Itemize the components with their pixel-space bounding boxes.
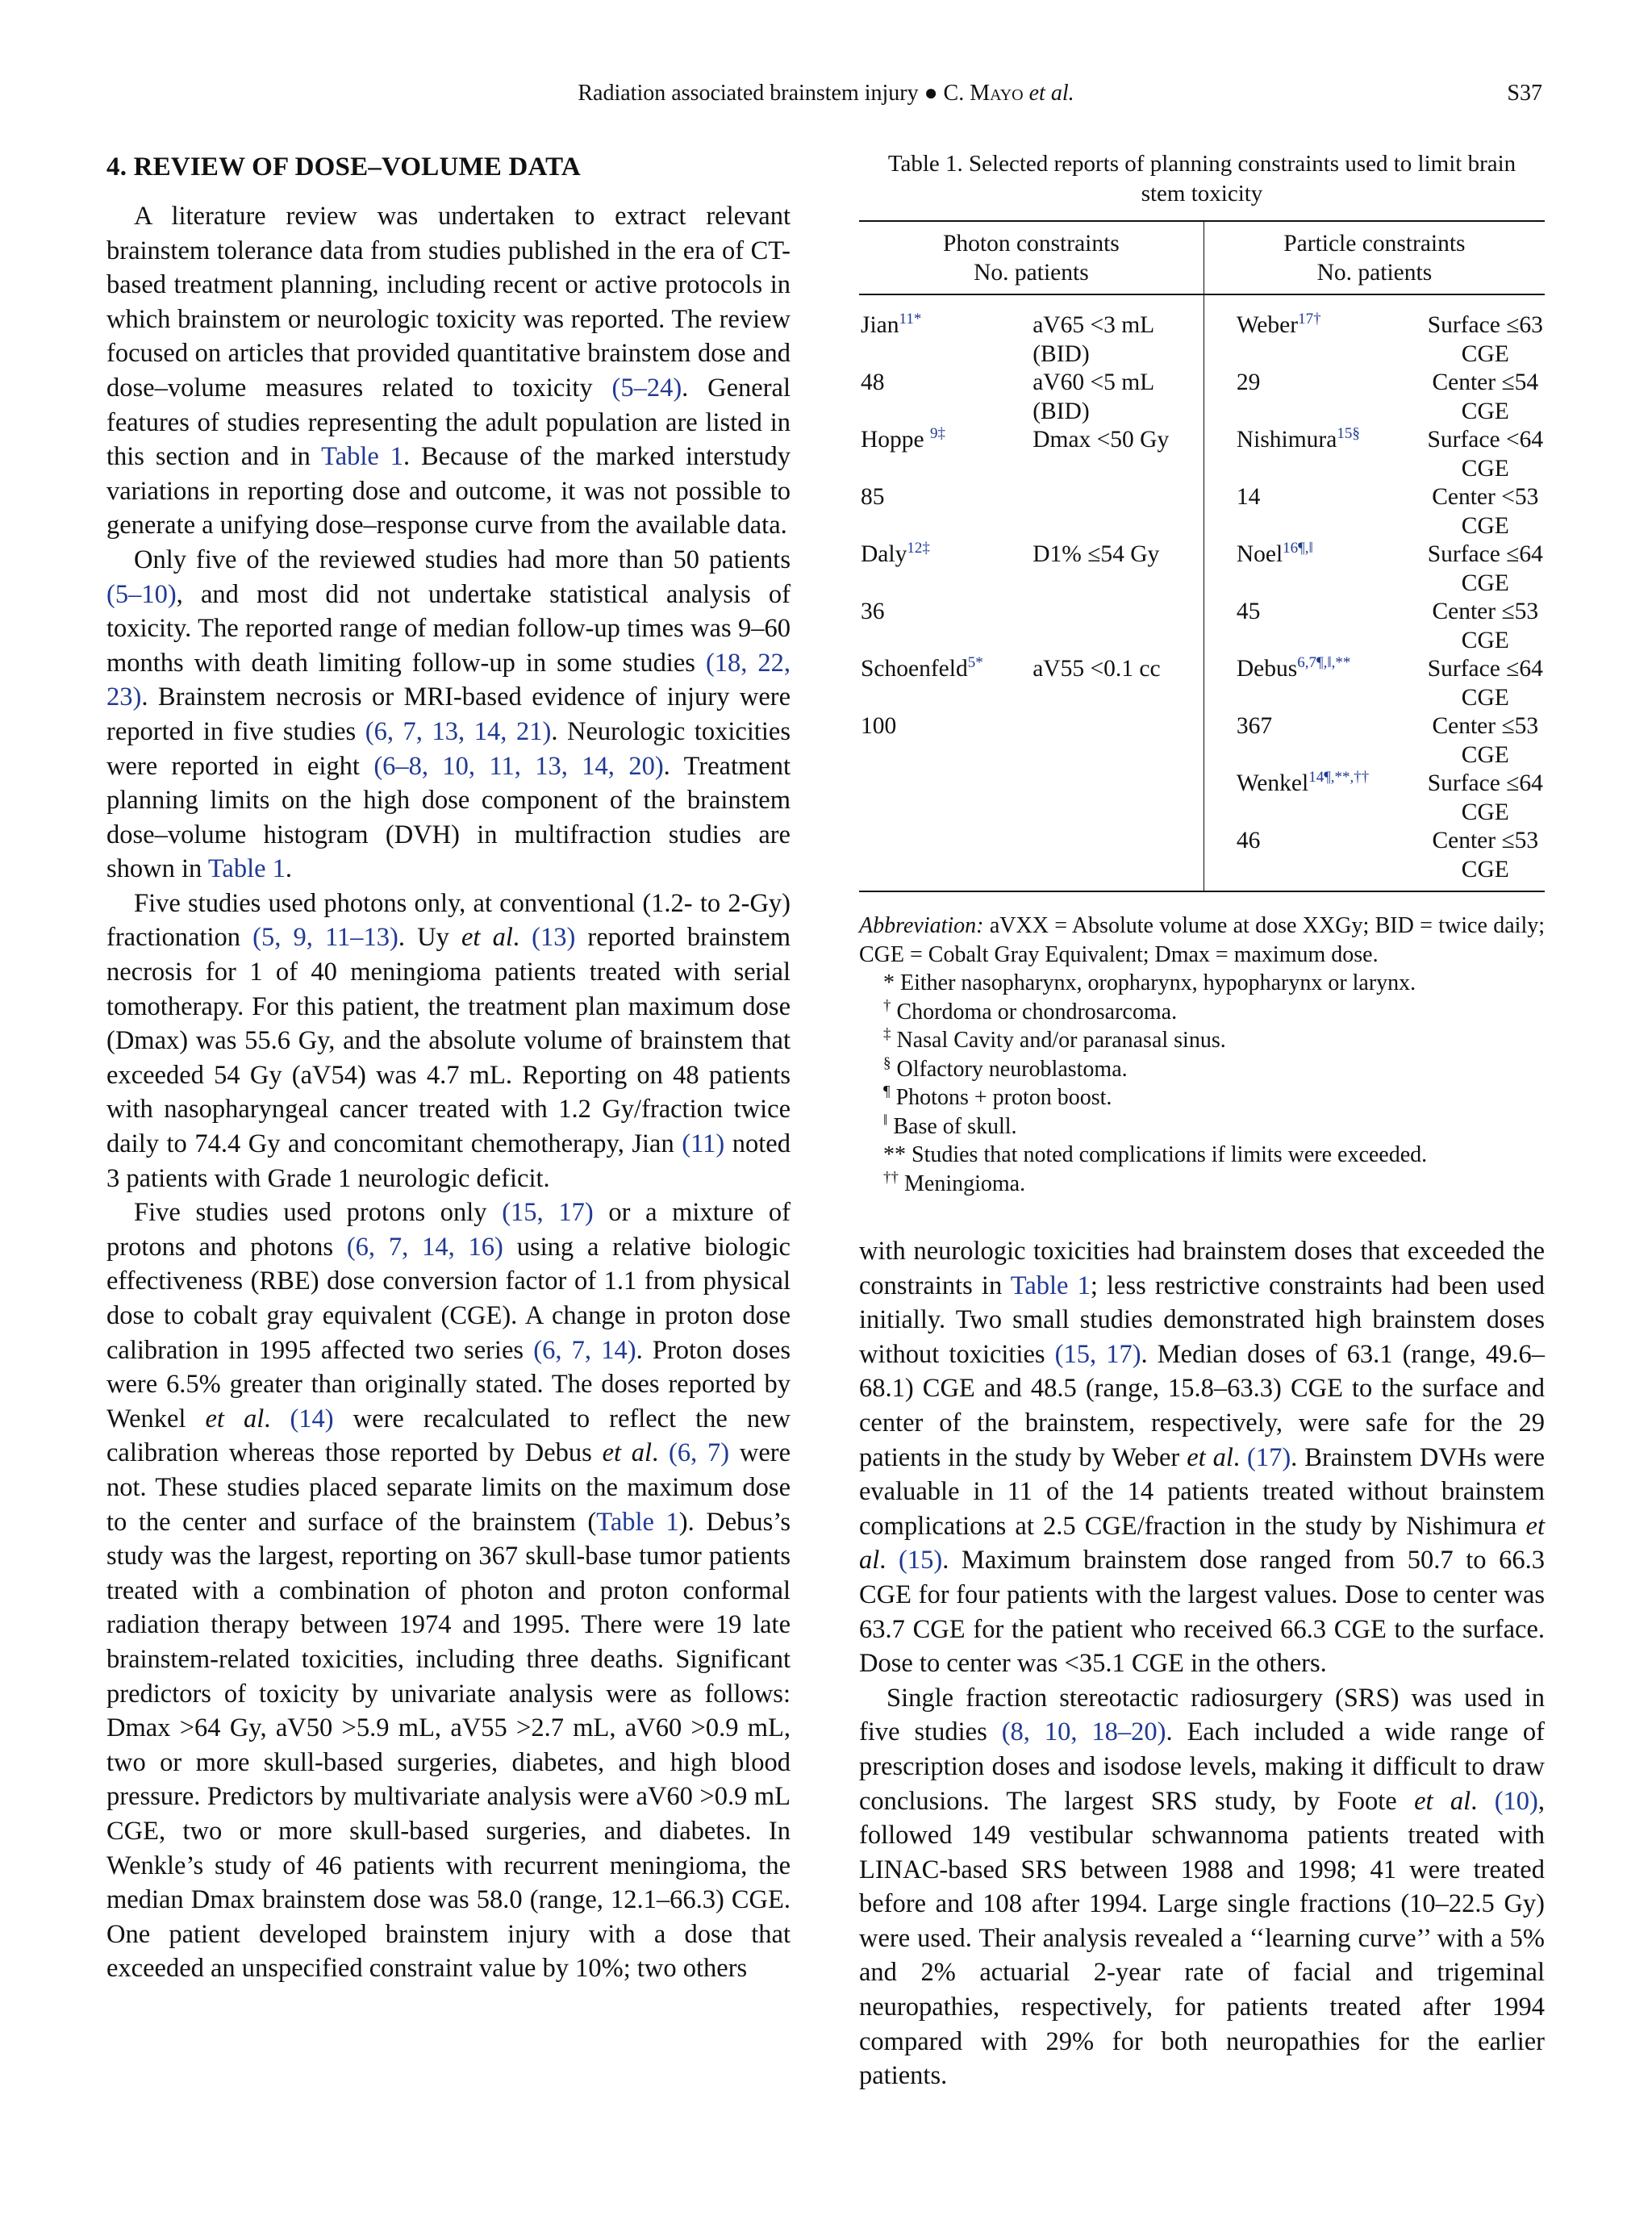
- paragraph: Single fraction stereotactic radiosurgery (SRS) was used in five studies (8, 10, 18–20). Each included a wide range of prescription doses and isodose levels, making it difficult to draw conclusions. The largest SRS study, by Foote et al. (10), followed 149 vestibular schwannoma patients treated with LINAC-based SRS between 1988 and 1998; 41 were treated before and 108 after 1994. Large single fractions (10–22.5 Gy) were used. Their analysis revealed a ‘‘learning curve’’ with a 5% and 2% actuarial 2-year rate of facial and trigeminal neuropathies, respectively, for patients treated after 1994 compared with 29% for both neuropathies for the earlier patients.: [859, 1683, 1545, 2091]
- citation-link[interactable]: (13): [532, 923, 576, 953]
- table-cell: Wenkel$^{14\P,**,\dagger\dagger}$: [1236, 769, 1370, 796]
- table-cell: Dmax <50 Gy: [1032, 426, 1204, 483]
- citation-link[interactable]: (15, 17): [1054, 1339, 1141, 1369]
- table-cell: 36: [861, 599, 885, 624]
- footnote-list: [859, 969, 1545, 1198]
- footnote: ** Studies that noted complications if limits were exceeded.: [883, 1142, 1428, 1167]
- table-caption: Table 1. Selected reports of planning constraints used to limit brain stem toxicity: [887, 151, 1516, 207]
- paragraph: A literature review was undertaken to extract relevant brainstem tolerance data from studies published in the era of CT-based treatment planning, including recent or active protocols in which brainstem or neurologic toxicity was reported. The review focused on articles that provided quantitative brainstem dose and dose–volume measures related to toxicity (5–24). General features of studies representing the adult population are listed in this section and in Table 1. Because of the marked interstudy variations in reporting dose and outcome, it was not possible to generate a unifying dose–response curve from the available data.: [106, 202, 791, 540]
- footnote: § Olfactory neuroblastoma.: [883, 1054, 1128, 1082]
- table-cell: Surface <64 CGE: [1427, 427, 1544, 482]
- paragraph: Five studies used protons only (15, 17) or a mixture of protons and photons (6, 7, 14, 16) using a relative biologic effectiveness (RBE) dose conversion factor of 1.1 from physical dose to cobalt gray equivalent (CGE). A change in proton dose calibration in 1995 affected two series (6, 7, 14). Proton doses were 6.5% greater than originally stated. The doses reported by Wenkel et al. (14) were recalculated to reflect the new calibration whereas those reported by Debus et al. (6, 7) were not. These studies placed separate limits on the maximum dose to the center and surface of the brainstem (Table 1). Debus’s study was the largest, reporting on 367 skull-base tumor patients treated with a combination of photon and proton conformal radiation therapy between 1974 and 1995. There were 19 late brainstem-related toxicities, including three deaths. Significant predictors of toxicity by univariate analysis were as follows: Dmax >64 Gy, aV50 >5.9 mL, aV55 >2.7 mL, aV60 >0.9 mL, two or more skull-based surgeries, diabetes, and high blood pressure. Predictors by multivariate analysis were aV60 >0.9 mL CGE, two or more skull-based surgeries, and diabetes. In Wenkle’s study of 46 patients with recurrent meningioma, the median Dmax brainstem dose was 58.0 (range, 12.1–66.3) CGE. One patient developed brainstem injury with a dose that exceeded an unspecified constraint value by 10%; two others: [106, 1198, 791, 1984]
- table-row: [859, 540, 1545, 598]
- footnote-ref[interactable]: 9‡: [930, 425, 946, 443]
- footnote-ref[interactable]: 12‡: [907, 540, 930, 557]
- paragraph: with neurologic toxicities had brainstem doses that exceeded the constraints in Table 1; less restrictive constraints had been used initially. Two small studies demonstrated high brainstem doses without toxicities (15, 17). Median doses of 63.1 (range, 49.6–68.1) CGE and 48.5 (range, 15.8–63.3) CGE to the surface and center of the brainstem, respectively, were safe for the 29 patients in the study by Weber et al. (17). Brainstem DVHs were evaluable in 11 of the 14 patients treated without brainstem complications at 2.5 CGE/fraction in the study by Nishimura et al. (15). Maximum brainstem dose ranged from 50.7 to 66.3 CGE for four patients with the largest values. Dose to center was 63.7 CGE for the patient who received 66.3 CGE to the surface. Dose to center was <35.1 CGE in the others.: [859, 1237, 1546, 1679]
- table-row: [859, 598, 1545, 655]
- author-surname: Mayo: [970, 81, 1024, 106]
- table-cell: Noel$^{16\P,‖}$: [1236, 540, 1313, 567]
- citation-link[interactable]: (8, 10, 18–20): [1001, 1717, 1166, 1747]
- table-cell: Debus$^{6,7\P,‖,**}$: [1236, 654, 1351, 682]
- table-cell: Surface ≤63 CGE: [1427, 312, 1543, 367]
- table-cell: Surface ≤64 CGE: [1427, 541, 1543, 596]
- table-cell: Center <53 CGE: [1432, 484, 1539, 539]
- citation-link[interactable]: (18, 22, 23): [106, 648, 791, 712]
- table-cell: Jian$^{11*}$: [861, 311, 922, 338]
- table-row: [859, 483, 1545, 540]
- footnote: * Either nasopharynx, oropharynx, hypopharynx or larynx.: [883, 970, 1416, 995]
- footnote-ref[interactable]: 5*: [967, 654, 983, 672]
- table-cell: 48: [861, 369, 885, 395]
- citation-link[interactable]: (6, 7): [669, 1438, 730, 1468]
- left-column: [106, 149, 791, 1986]
- citation-link[interactable]: (5–24): [611, 373, 682, 403]
- table-row: [859, 655, 1545, 712]
- running-header: [0, 81, 1652, 113]
- citation-link[interactable]: (6, 7, 13, 14, 21): [365, 716, 552, 746]
- right-column: [859, 1234, 1545, 2093]
- table-cell: Schoenfeld$^{5*}$: [861, 654, 983, 682]
- citation-link[interactable]: (6–8, 10, 11, 13, 14, 20): [373, 751, 664, 781]
- table-cell: 14: [1236, 484, 1261, 510]
- table-cell: 29: [1236, 369, 1261, 395]
- table-cell: Nishimura$^{15\S}$: [1236, 425, 1360, 453]
- footnote-ref[interactable]: 6,7¶,‖,**: [1297, 654, 1351, 672]
- section-heading: 4. REVIEW OF DOSE–VOLUME DATA: [106, 152, 581, 182]
- citation-link[interactable]: (14): [290, 1404, 334, 1433]
- table-cell: 46: [1236, 828, 1261, 853]
- table-row: [859, 770, 1545, 827]
- footnote: ‖ Base of skull.: [883, 1112, 1017, 1139]
- footnote: ¶ Photons + proton boost.: [883, 1083, 1112, 1110]
- citation-link[interactable]: (5–10): [106, 579, 177, 609]
- table-1: [859, 149, 1545, 1198]
- citation-link[interactable]: (6, 7, 14): [533, 1335, 636, 1365]
- footnote-ref[interactable]: 11*: [899, 311, 922, 328]
- citation-link[interactable]: (17): [1247, 1442, 1291, 1472]
- citation-link[interactable]: (6, 7, 14, 16): [346, 1232, 503, 1262]
- table-cell: Center ≤53 CGE: [1432, 713, 1539, 768]
- abbreviation-note: Abbreviation: aVXX = Absolute volume at dose XXGy; BID = twice daily; CGE = Cobalt Gray Equivalent; Dmax = maximum dose.: [859, 913, 1545, 967]
- table-link[interactable]: Table 1: [596, 1507, 679, 1537]
- table-cell: [1032, 712, 1204, 770]
- table-cell: Weber$^{17\dagger}$: [1236, 311, 1321, 338]
- citation-link[interactable]: (15): [899, 1546, 943, 1575]
- citation-link[interactable]: (10): [1494, 1786, 1538, 1816]
- table-row: [859, 426, 1545, 483]
- column-header-particle: Particle constraints No. patients: [1283, 231, 1466, 286]
- table-cell: D1% ≤54 Gy: [1032, 540, 1204, 598]
- table-cell: Center ≤54 CGE: [1432, 369, 1539, 424]
- footnote-ref[interactable]: 15§: [1337, 425, 1360, 443]
- table-row: [859, 369, 1545, 426]
- table-cell: Surface ≤64 CGE: [1427, 770, 1543, 825]
- paragraph: Only five of the reviewed studies had more than 50 patients (5–10), and most did not undertake statistical analysis of toxicity. The reported range of median follow-up times was 9–60 months with death limiting follow-up in some studies (18, 22, 23). Brainstem necrosis or MRI-based evidence of injury were reported in five studies (6, 7, 13, 14, 21). Neurologic toxicities were reported in eight (6–8, 10, 11, 13, 14, 20). Treatment planning limits on the high dose component of the brainstem dose–volume histogram (DVH) in multifraction studies are shown in Table 1.: [106, 545, 791, 884]
- table-link[interactable]: Table 1: [321, 442, 403, 472]
- table-cell: [1032, 770, 1204, 827]
- table-link[interactable]: Table 1: [1010, 1271, 1091, 1300]
- table-row: [859, 827, 1545, 891]
- table-cell: Surface ≤64 CGE: [1427, 656, 1543, 711]
- table-cell: aV55 <0.1 cc: [1032, 655, 1204, 712]
- table-row: [859, 294, 1545, 369]
- running-title: Radiation associated brainstem injury ● C. Mayo et al.: [578, 81, 1074, 106]
- column-header-photon: Photon constraints No. patients: [859, 221, 1204, 294]
- table-cell: [859, 770, 1032, 827]
- table-cell: Center ≤53 CGE: [1432, 599, 1539, 653]
- page-number: S37: [1507, 81, 1542, 106]
- table-cell: 100: [861, 713, 897, 739]
- footnote-ref[interactable]: 14¶,**,††: [1308, 769, 1370, 787]
- table-cell: [859, 827, 1032, 891]
- table-cell: [1032, 827, 1204, 891]
- table-cell: 85: [861, 484, 885, 510]
- constraints-table: [859, 220, 1545, 892]
- table-row: [859, 712, 1545, 770]
- table-link[interactable]: Table 1: [207, 854, 286, 884]
- bullet-icon: ●: [924, 81, 938, 106]
- table-cell: Hoppe $^{9\ddagger}$: [861, 425, 946, 453]
- table-cell: aV60 <5 mL (BID): [1032, 369, 1204, 426]
- footnote-ref[interactable]: 16¶,‖: [1283, 540, 1313, 557]
- table-cell: 45: [1236, 599, 1261, 624]
- table-cell: [1032, 483, 1204, 540]
- table-cell: aV65 <3 mL (BID): [1032, 294, 1204, 369]
- footnote: ‡ Nasal Cavity and/or paranasal sinus.: [883, 1025, 1226, 1053]
- paragraph: Five studies used photons only, at conventional (1.2- to 2-Gy) fractionation (5, 9, 11–13). Uy et al. (13) reported brainstem necrosis for 1 of 40 meningioma patients treated with serial tomotherapy. For this patient, the treatment plan maximum dose (Dmax) was 55.6 Gy, and the absolute volume of brainstem that exceeded 54 Gy (aV54) was 4.7 mL. Reporting on 48 patients with nasopharyngeal cancer treated with 1.2 Gy/fraction twice daily to 74.4 Gy and concomitant chemotherapy, Jian (11) noted 3 patients with Grade 1 neurologic deficit.: [106, 888, 791, 1193]
- table-cell: Daly$^{12\ddagger}$: [861, 540, 930, 567]
- footnote-ref[interactable]: 17†: [1298, 311, 1321, 328]
- footnote: †† Meningioma.: [883, 1169, 1026, 1196]
- table-cell: [1032, 598, 1204, 655]
- table-notes: [859, 912, 1545, 1198]
- footnote: † Chordoma or chondrosarcoma.: [883, 997, 1178, 1024]
- citation-link[interactable]: (11): [682, 1129, 725, 1159]
- citation-link[interactable]: (15, 17): [502, 1198, 594, 1228]
- table-cell: Center ≤53 CGE: [1432, 828, 1539, 883]
- table-cell: 367: [1236, 713, 1273, 739]
- citation-link[interactable]: (5, 9, 11–13): [252, 923, 398, 953]
